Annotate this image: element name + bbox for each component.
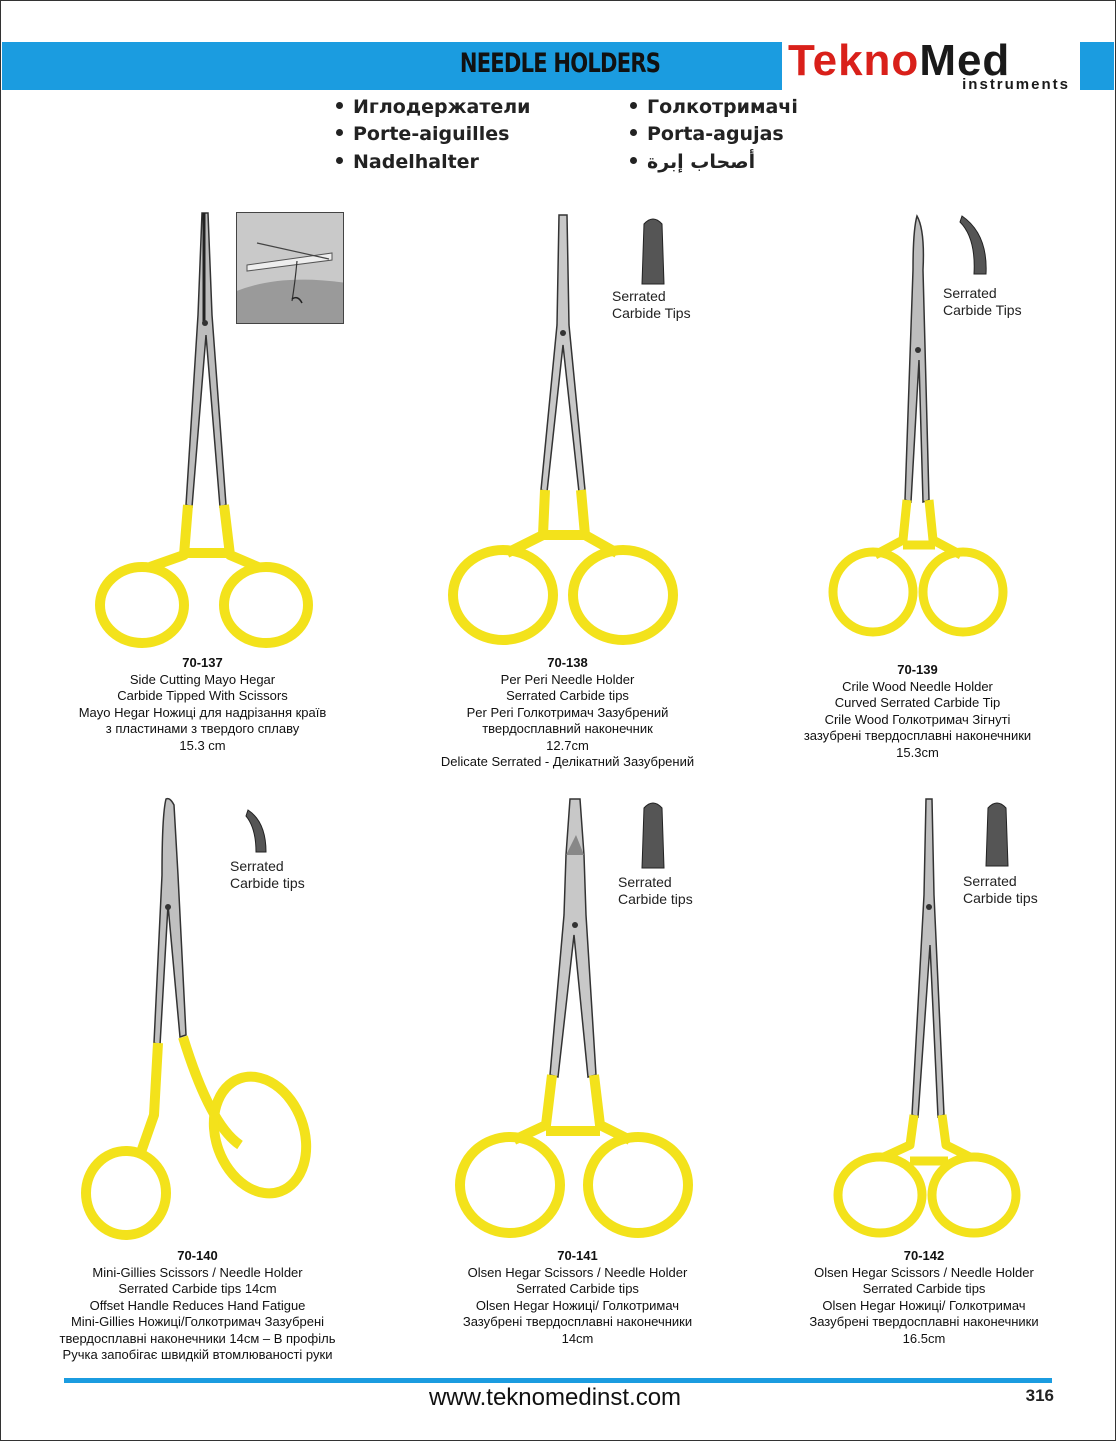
- website-link[interactable]: www.teknomedinst.com: [428, 1384, 682, 1411]
- bullet-icon: [336, 157, 343, 164]
- tip-label-70-139: Serrated Carbide Tips: [943, 285, 1022, 318]
- footer-rule: [64, 1378, 1052, 1383]
- straight-tip-icon: [982, 798, 1012, 868]
- product-caption-70-138: 70-138 Per Peri Needle Holder Serrated Carbide tips Per Peri Голкотримач Зазубрений твердосплавний наконечник 12.7cm Delicate Serrated - Делікатний Зазубрений: [400, 655, 735, 771]
- product-caption-70-139: 70-139 Crile Wood Needle Holder Curved Serrated Carbide Tip Crile Wood Голкотримач Зігнуті зазубрені твердосплавні наконечники 15.3cm: [770, 662, 1065, 761]
- bullet-icon: [336, 129, 343, 136]
- product-code: 70-142: [903, 1248, 945, 1263]
- tip-label-70-141: Serrated Carbide tips: [618, 874, 693, 907]
- product-code: 70-139: [897, 662, 938, 677]
- product-caption-70-141: 70-141 Olsen Hegar Scissors / Needle Holder Serrated Carbide tips Olsen Hegar Ножиці/ Голкотримач Зазубрені твердосплавні наконечники 14cm: [415, 1248, 740, 1347]
- lang-item-spanish: Porta-agujas: [630, 123, 784, 145]
- page-number: 316: [1025, 1386, 1054, 1405]
- straight-tip-icon: [638, 798, 668, 870]
- bullet-icon: [630, 129, 637, 136]
- curved-tip-icon: [244, 808, 272, 854]
- lang-item-french: Porte-aiguilles: [336, 123, 509, 145]
- tip-label-70-138: Serrated Carbide Tips: [612, 288, 691, 321]
- header-bar-right: [1080, 42, 1114, 90]
- logo-subtitle: instruments: [962, 76, 1070, 93]
- product-code: 70-137: [182, 655, 223, 670]
- lang-item-ukrainian: Голкотримачі: [630, 96, 798, 118]
- straight-tip-icon: [638, 214, 668, 286]
- product-caption-70-142: 70-142 Olsen Hegar Scissors / Needle Holder Serrated Carbide tips Olsen Hegar Ножиці/ Голкотримач Зазубрені твердосплавні наконечники 16.5cm: [768, 1248, 1080, 1347]
- needle-holder-70-137-image: [90, 205, 320, 655]
- lang-item-russian: Иглодержатели: [336, 96, 531, 118]
- bullet-icon: [336, 102, 343, 109]
- brand-logo: [784, 36, 1078, 93]
- logo-wordmark: TeknoMed: [788, 36, 1011, 85]
- product-code: 70-138: [547, 655, 588, 670]
- product-caption-70-140: 70-140 Mini-Gillies Scissors / Needle Holder Serrated Carbide tips 14cm Offset Handle Reduces Hand Fatigue Mini-Gillies Ножиці/Голкотримач Зазубрені твердосплавні наконечники 14см – В профіль Ручка запобігає швидкій втомлюваності руки: [20, 1248, 375, 1364]
- product-caption-70-137: 70-137 Side Cutting Mayo Hegar Carbide Tipped With Scissors Mayo Hegar Ножиці для надрізання країв з пластинами з твердого сплаву 15.3 cm: [40, 655, 365, 754]
- page-title: NEEDLE HOLDERS: [459, 48, 661, 79]
- tip-label-70-142: Serrated Carbide tips: [963, 873, 1038, 906]
- lang-item-arabic: أصحاب إبرة: [630, 151, 755, 173]
- bullet-icon: [630, 157, 637, 164]
- curved-tip-icon: [958, 214, 994, 276]
- tip-label-70-140: Serrated Carbide tips: [230, 858, 305, 891]
- lang-item-german: Nadelhalter: [336, 151, 479, 173]
- bullet-icon: [630, 102, 637, 109]
- product-code: 70-140: [177, 1248, 218, 1263]
- product-code: 70-141: [557, 1248, 598, 1263]
